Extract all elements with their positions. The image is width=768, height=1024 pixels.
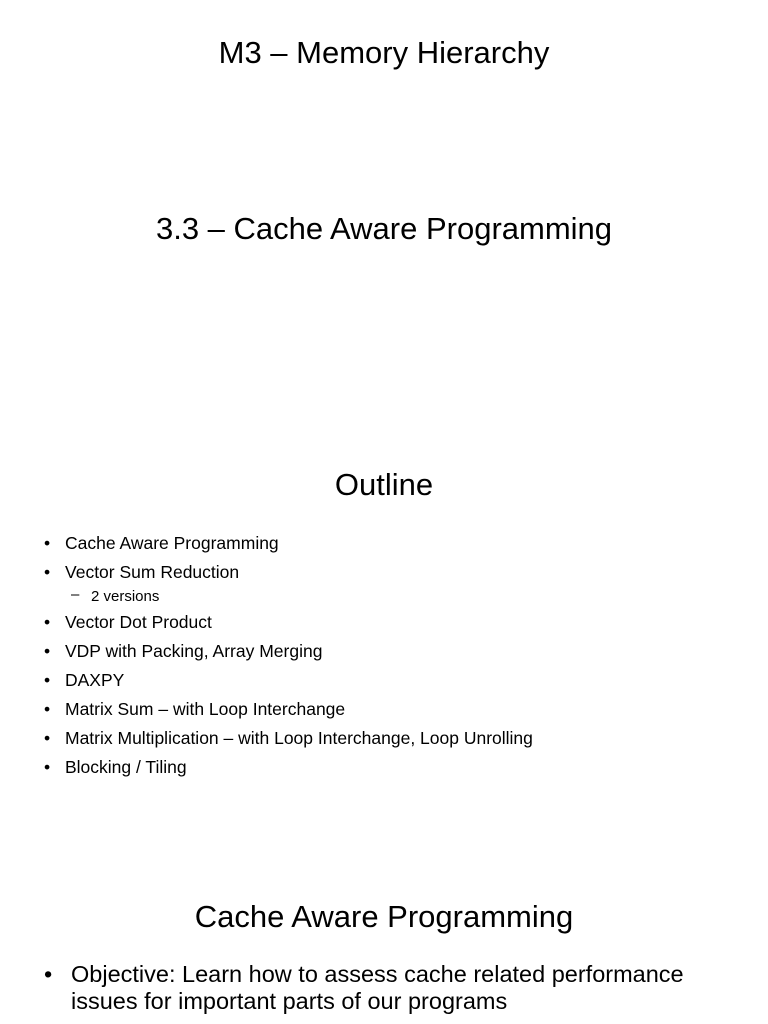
bullet-icon: • [44, 757, 51, 777]
bullet-item [44, 529, 744, 558]
bullet-item [44, 695, 744, 724]
bullet-icon: • [44, 728, 51, 748]
bullet-text: DAXPY [65, 670, 125, 690]
bullet-icon: • [44, 612, 51, 632]
bullet-text: VDP with Packing, Array Merging [65, 641, 323, 661]
bullet-icon: • [44, 562, 51, 582]
bullet-text: Vector Dot Product [65, 612, 212, 632]
slide-title-page [0, 30, 768, 76]
bullet-item [44, 724, 744, 753]
bullet-item [44, 961, 694, 1015]
bullet-item [44, 558, 744, 587]
sub-bullet-text: 2 versions [91, 588, 160, 605]
bullet-item [44, 666, 744, 695]
dash-icon: – [71, 586, 80, 603]
bullet-text: Cache Aware Programming [65, 533, 279, 553]
bullet-list [44, 529, 744, 782]
slide-title: M3 – Memory Hierarchy [218, 35, 550, 70]
bullet-item [44, 608, 744, 637]
slide-cache-aware-programming [0, 894, 768, 1014]
bullet-text: Matrix Multiplication – with Loop Interchange, Loop Unrolling [65, 728, 533, 748]
bullet-icon: • [44, 641, 51, 661]
bullet-icon: • [44, 699, 51, 719]
bullet-text: Objective: Learn how to assess cache related performance issues for important parts of our programs [71, 961, 684, 1014]
bullet-text: Vector Sum Reduction [65, 562, 240, 582]
slide-section-title [0, 206, 768, 252]
bullet-icon: • [44, 961, 53, 987]
bullet-list [44, 961, 694, 1015]
slide-title: Outline [334, 467, 434, 502]
slide-outline [0, 462, 768, 777]
bullet-item [44, 753, 744, 782]
bullet-text: Blocking / Tiling [65, 757, 187, 777]
bullet-item [44, 637, 744, 666]
slide-title: Cache Aware Programming [194, 899, 574, 934]
sub-bullet-item [44, 585, 744, 609]
bullet-text: Matrix Sum – with Loop Interchange [65, 699, 346, 719]
bullet-icon: • [44, 533, 51, 553]
bullet-icon: • [44, 670, 51, 690]
slide-title: 3.3 – Cache Aware Programming [155, 211, 613, 246]
